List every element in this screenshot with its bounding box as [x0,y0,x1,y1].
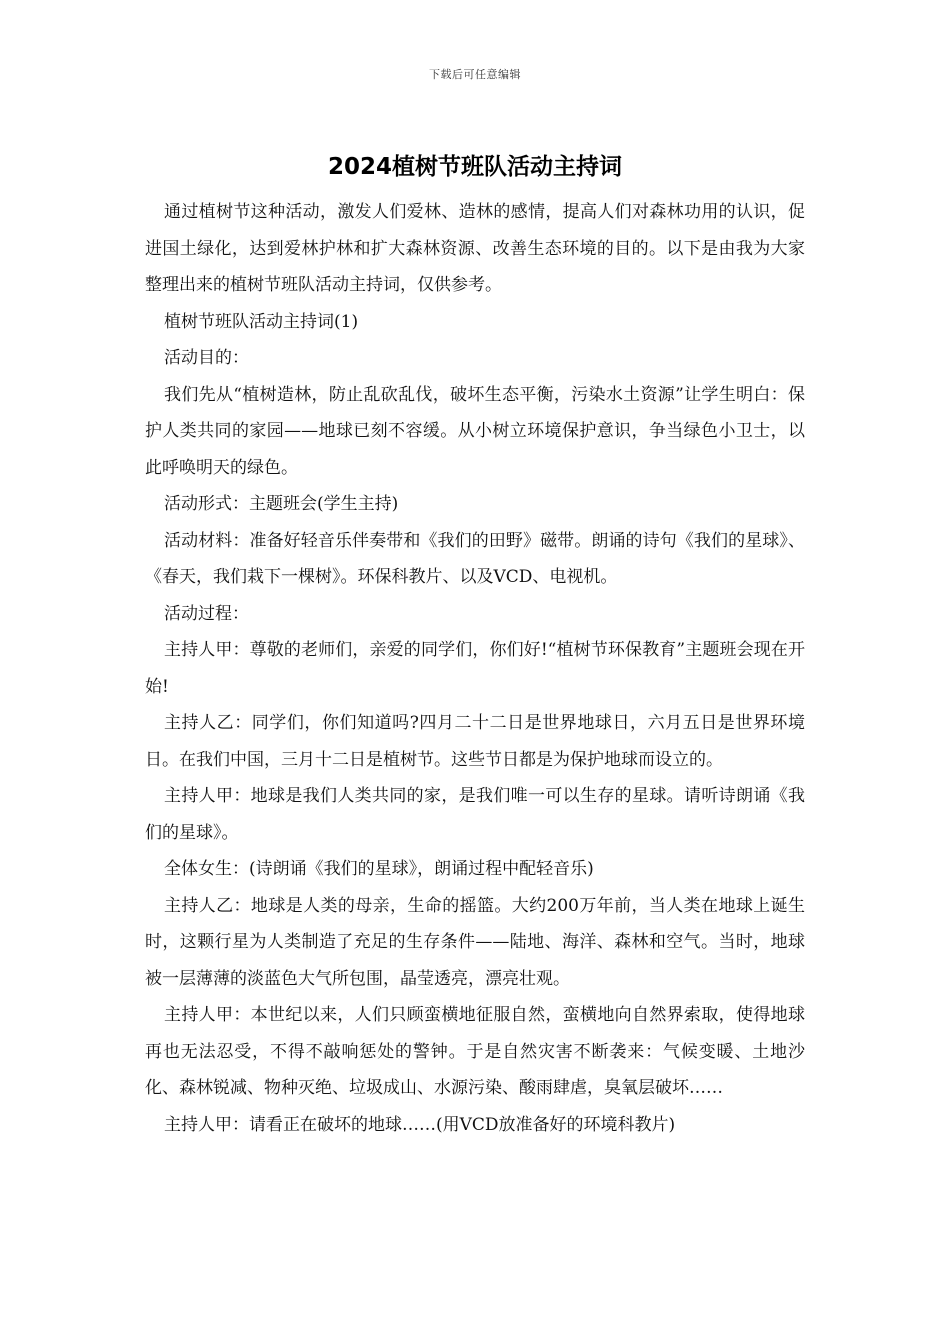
document-body [145,194,805,1143]
activity-purpose-paragraph: 我们先从“植树造林，防止乱砍乱伐，破坏生态平衡，污染水土资源”让学生明白：保护人类共同的家园——地球已刻不容缓。从小树立环境保护意识，争当绿色小卫士，以此呼唤明天的绿色。 [145,384,805,478]
activity-purpose-label: 活动目的： [164,348,249,368]
dialogue-paragraph: 主持人甲：尊敬的老师们，亲爱的同学们，你们好!“植树节环保教育”主题班会现在开始! [145,640,805,697]
dialogue-paragraph: 主持人甲：请看正在破坏的地球……(用VCD放准备好的环境科教片) [164,1114,676,1135]
dialogue-paragraph: 主持人甲：本世纪以来，人们只顾蛮横地征服自然，蛮横地向自然界索取，使得地球再也无法忍受，不得不敲响惩处的警钟。于是自然灾害不断袭来：气候变暖、土地沙化、森林锐减、物种灭绝、垃圾成山、水源污染、酸雨肆虐，臭氧层破坏…… [145,1005,805,1098]
header-note: 下载后可任意编辑 [429,68,521,81]
section-heading: 植树节班队活动主持词(1) [164,311,359,332]
dialogue-paragraph: 全体女生：(诗朗诵《我们的星球》，朗诵过程中配轻音乐) [164,859,594,879]
dialogue-paragraph: 主持人乙：地球是人类的母亲，生命的摇篮。大约200万年前，当人类在地球上诞生时，这颗行星为人类制造了充足的生存条件——陆地、海洋、森林和空气。当时，地球被一层薄薄的淡蓝色大气所包围，晶莹透亮，漂亮壮观。 [145,895,805,989]
intro-paragraph: 通过植树节这种活动，激发人们爱林、造林的感情，提高人们对森林功用的认识，促进国土绿化，达到爱林护林和扩大森林资源、改善生态环境的目的。以下是由我为大家整理出来的植树节班队活动主持词，仅供参考。 [145,202,805,295]
activity-materials-paragraph: 活动材料：准备好轻音乐伴奏带和《我们的田野》磁带。朗诵的诗句《我们的星球》、《春天，我们栽下一棵树》。环保科教片、以及VCD、电视机。 [145,530,805,587]
document-title: 2024植树节班队活动主持词 [327,154,622,180]
dialogue-paragraph: 主持人乙：同学们，你们知道吗?四月二十二日是世界地球日，六月五日是世界环境日。在我们中国，三月十二日是植树节。这些节日都是为保护地球而设立的。 [145,713,805,770]
dialogue-paragraph: 主持人甲：地球是我们人类共同的家，是我们唯一可以生存的星球。请听诗朗诵《我们的星球》。 [145,786,805,843]
activity-form-paragraph: 活动形式：主题班会(学生主持) [164,494,399,514]
activity-process-label: 活动过程： [164,603,249,624]
